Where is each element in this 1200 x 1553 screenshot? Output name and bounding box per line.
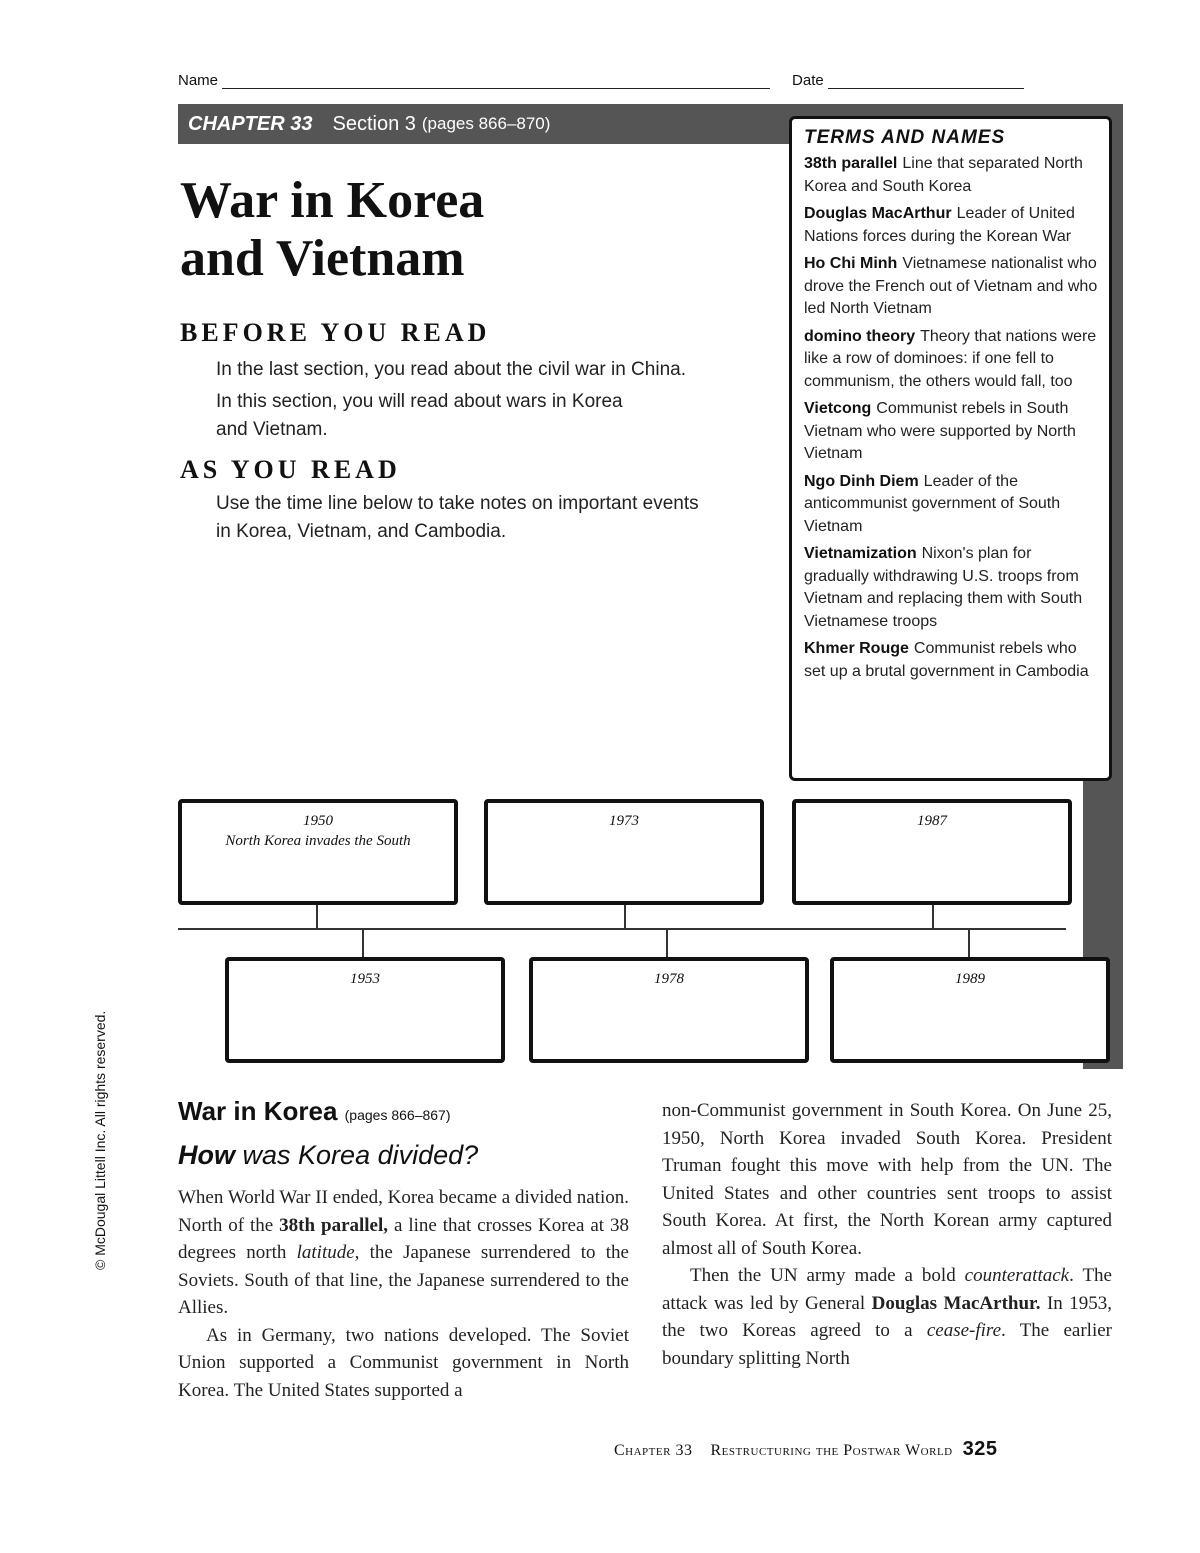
question-rest: was Korea divided? — [242, 1140, 479, 1170]
name-field[interactable] — [222, 75, 770, 89]
footer-chapter: Chapter 33 — [614, 1442, 693, 1459]
vocab-cease-fire: cease-fire — [926, 1320, 1002, 1341]
timeline-box-1953[interactable] — [225, 957, 505, 1063]
term-definition: Leader of the anticommunist government of South Vietnam — [804, 472, 1061, 535]
term-definition: Nixon's plan for gradually withdrawing U.S. troops from Vietnam and replacing them with South Vietnamese troops — [804, 545, 1083, 630]
term-item — [804, 471, 1099, 539]
term-item — [804, 203, 1099, 248]
term-item — [804, 253, 1099, 321]
page-footer — [614, 1438, 998, 1461]
left-column — [178, 1184, 629, 1404]
focus-question — [178, 1140, 478, 1171]
term-item — [804, 326, 1099, 394]
date-field[interactable] — [828, 75, 1024, 89]
timeline-tick — [666, 929, 668, 957]
timeline-box-1978[interactable] — [529, 957, 809, 1063]
chapter-number: CHAPTER 33 — [188, 112, 313, 135]
name-date-row — [178, 72, 1048, 89]
left-paragraph-1: When World War II ended, Korea became a divided nation. North of the 38th parallel, a line that crosses Korea at 38 degrees north latitude, the Japanese surrendered to the Soviets. South of that line, the Japanese surrendered to the Allies. — [178, 1187, 629, 1318]
terms-and-names-box — [789, 116, 1112, 781]
section-title: War in Korea — [178, 1096, 338, 1126]
as-you-read-line2: in Korea, Vietnam, and Cambodia. — [216, 521, 507, 542]
page-title — [180, 172, 484, 288]
term-name: Ho Chi Minh — [804, 255, 898, 272]
section-number: Section 3 — [332, 112, 416, 135]
timeline-year: 1973 — [609, 813, 639, 829]
right-paragraph-2: Then the UN army made a bold counterattack. The attack was led by General Douglas MacArthur. In 1953, the two Koreas agreed to a cease-fire. The earlier boundary splitting North — [662, 1265, 1112, 1369]
timeline-tick — [968, 929, 970, 957]
vocab-counterattack: counterattack — [964, 1265, 1070, 1286]
right-column — [662, 1097, 1112, 1372]
vocab-latitude: latitude — [296, 1242, 355, 1263]
page-number: 325 — [962, 1438, 998, 1460]
section-pages: (pages 866–870) — [421, 114, 551, 133]
title-line-1: War in Korea — [180, 172, 485, 229]
timeline-tick — [624, 905, 626, 929]
term-item — [804, 153, 1099, 198]
before-you-read-p1: In the last section, you read about the civil war in China. — [216, 359, 686, 380]
before-you-read-p2-line2: and Vietnam. — [216, 419, 328, 440]
timeline-year: 1987 — [917, 813, 947, 829]
timeline-year: 1989 — [955, 971, 985, 987]
term-definition: Theory that nations were like a row of dominoes: if one fell to communism, the others would fall, too — [804, 327, 1097, 390]
terms-title: TERMS AND NAMES — [804, 127, 1006, 148]
term-name: 38th parallel — [804, 155, 898, 172]
section-heading — [178, 1096, 451, 1127]
timeline-year: 1978 — [654, 971, 684, 987]
timeline-tick — [932, 905, 934, 929]
section-pages-ref: (pages 866–867) — [344, 1107, 451, 1123]
term-item — [804, 398, 1099, 466]
timeline-year: 1950 — [303, 813, 333, 829]
term-name: domino theory — [804, 327, 916, 345]
as-you-read-line1: Use the time line below to take notes on important events — [216, 493, 699, 514]
question-lead: How — [178, 1140, 235, 1170]
term-name: Douglas MacArthur — [804, 205, 952, 222]
term-definition: Communist rebels who set up a brutal government in Cambodia — [804, 640, 1089, 680]
timeline-box-1973[interactable] — [484, 799, 764, 905]
timeline-box-1950[interactable] — [178, 799, 458, 905]
timeline-box-1987[interactable] — [792, 799, 1072, 905]
timeline-tick — [362, 929, 364, 957]
as-you-read-heading: AS YOU READ — [180, 455, 401, 484]
left-paragraph-2: As in Germany, two nations developed. The Soviet Union supported a Communist government in North Korea. The United States supported a — [178, 1324, 629, 1401]
term-definition: Vietnamese nationalist who drove the French out of Vietnam and who led North Vietnam — [804, 255, 1098, 317]
date-label: Date — [792, 72, 824, 89]
copyright-notice: © McDougal Littell Inc. All rights reserved. — [92, 1010, 108, 1270]
timeline-axis — [178, 928, 1066, 930]
before-you-read-p2 — [216, 388, 623, 444]
before-you-read-p2-line1: In this section, you will read about wars in Korea — [216, 391, 623, 412]
timeline-tick — [316, 905, 318, 929]
right-paragraph-1: non-Communist government in South Korea. On June 25, 1950, North Korea invaded South Korea. President Truman fought this move with help from the UN. The United States and other countries sent troops to assist South Korea. At first, the North Korean army captured almost all of South Korea. — [662, 1100, 1112, 1259]
term-name: Ngo Dinh Diem — [804, 472, 919, 490]
term-name: Vietnamization — [804, 545, 917, 562]
timeline-year: 1953 — [350, 971, 380, 987]
timeline-box-1989[interactable] — [830, 957, 1110, 1063]
term-item — [804, 543, 1099, 633]
as-you-read-p1 — [216, 490, 699, 546]
term-definition: Communist rebels in South Vietnam who were supported by North Vietnam — [804, 400, 1076, 462]
term-name: Khmer Rouge — [804, 640, 909, 657]
timeline-note: North Korea invades the South — [225, 833, 411, 849]
term-item — [804, 638, 1099, 683]
footer-title: Restructuring the Postwar World — [710, 1442, 953, 1459]
key-term-macarthur: Douglas MacArthur. — [871, 1292, 1041, 1314]
before-you-read-heading: BEFORE YOU READ — [180, 318, 491, 347]
term-definition: Line that separated North Korea and South Korea — [804, 155, 1083, 195]
term-name: Vietcong — [804, 400, 872, 417]
term-definition: Leader of United Nations forces during the Korean War — [804, 205, 1075, 245]
name-label: Name — [178, 72, 219, 89]
key-term-38th-parallel: 38th parallel, — [279, 1214, 389, 1236]
title-line-2: and Vietnam — [180, 230, 465, 287]
